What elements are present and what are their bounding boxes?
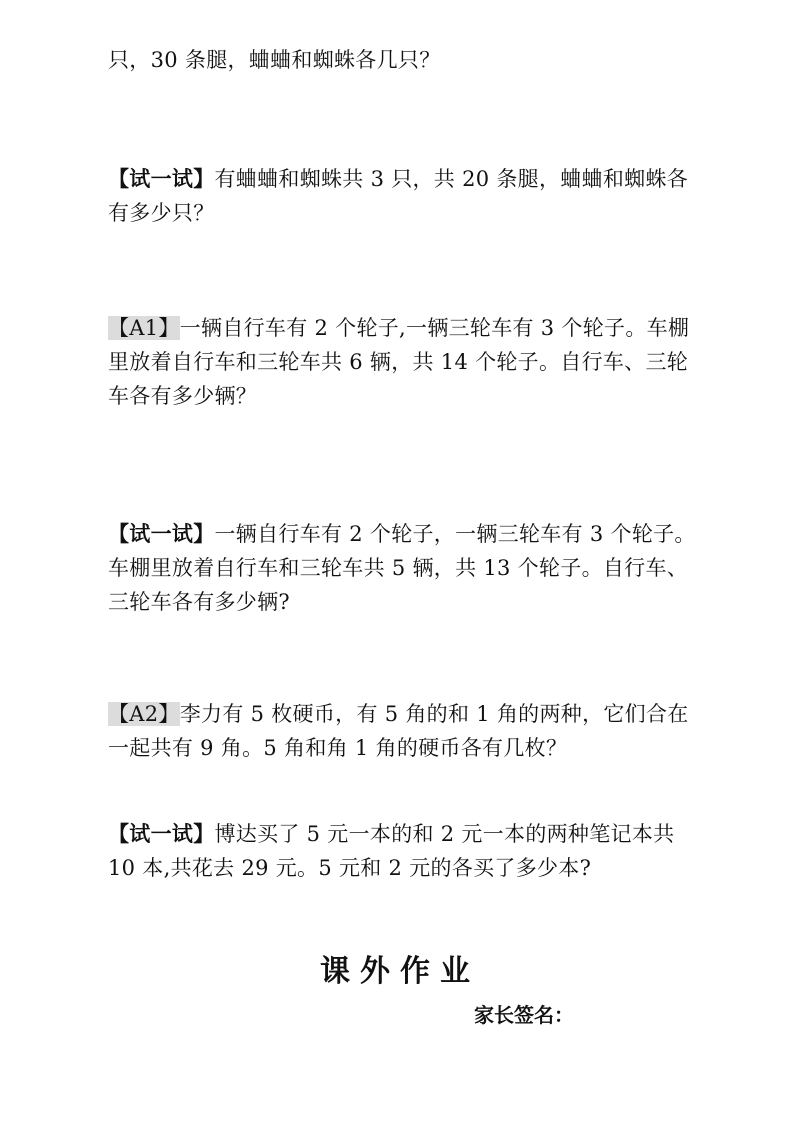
homework-title: 课外作业 [320, 954, 480, 989]
problem-tag: 【A2】 [108, 702, 180, 726]
try-it-problem-2 [108, 517, 698, 619]
problem-a1 [108, 311, 698, 413]
problem-text: 只，30 条腿，蛐蛐和蜘蛛各几只？ [108, 48, 441, 72]
problem-text: 一辆自行车有 2 个轮子，一辆三轮车有 3 个轮子。车棚里放着自行车和三轮车共 5 辆，共 13 个轮子。自行车、三轮车各有多少辆? [108, 522, 696, 614]
problem-text: 博达买了 5 元一本的和 2 元一本的两种笔记本共 10 本,共花去 29 元。5 元和 2 元的各买了多少本? [108, 822, 675, 880]
try-it-problem-3 [108, 817, 698, 885]
problem-continuation [108, 43, 698, 77]
problem-tag: 【试一试】 [108, 521, 215, 546]
parent-signature-label: 家长签名： [474, 1003, 574, 1027]
problem-text: 有蛐蛐和蜘蛛共 3 只，共 20 条腿，蛐蛐和蜘蛛各有多少只？ [108, 167, 689, 225]
problem-tag: 【试一试】 [108, 166, 215, 191]
problem-a2 [108, 697, 698, 765]
problem-tag: 【A1】 [108, 316, 180, 340]
problem-text: 一辆自行车有 2 个轮子,一辆三轮车有 3 个轮子。车棚里放着自行车和三轮车共 6 辆，共 14 个轮子。自行车、三轮车各有多少辆？ [108, 316, 690, 408]
problem-text: 李力有 5 枚硬币，有 5 角的和 1 角的两种，它们合在一起共有 9 角。5 角和角 1 角的硬币各有几枚？ [108, 702, 689, 760]
try-it-problem-1 [108, 162, 698, 230]
problem-tag: 【试一试】 [108, 821, 215, 846]
